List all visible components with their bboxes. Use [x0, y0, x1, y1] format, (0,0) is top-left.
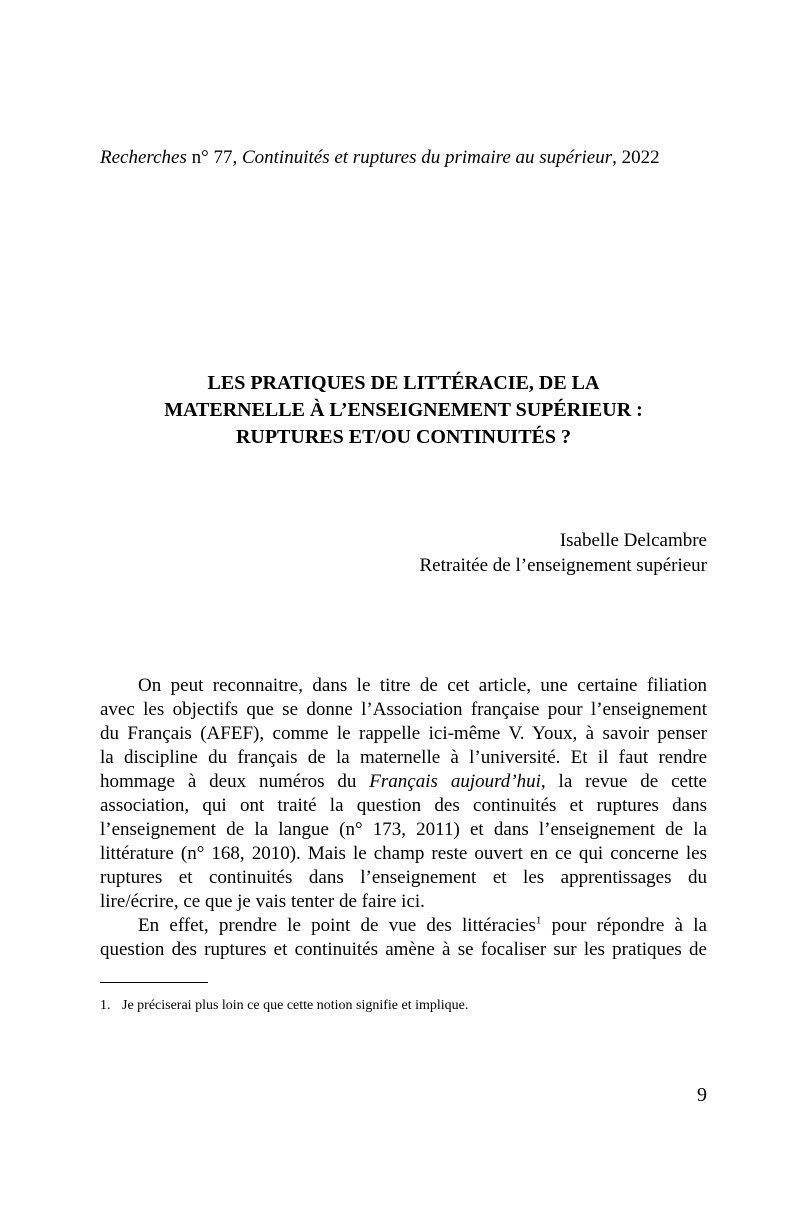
journal-name: Recherches: [100, 147, 187, 168]
footnote-ref[interactable]: 1: [535, 914, 542, 927]
body-line: la discipline du français de la maternelle à l’université. Et il faut rendre: [100, 747, 707, 768]
body-text: , la revue de cette: [540, 771, 707, 792]
footnote-divider: [100, 982, 208, 983]
title-line: LES PRATIQUES DE LITTÉRACIE, DE LA: [207, 372, 600, 394]
body-line: association, qui ont traité la question des continuités et ruptures dans: [100, 795, 707, 816]
author-name: Isabelle Delcambre: [559, 530, 707, 551]
issue-title: Continuités et ruptures du primaire au supérieur: [241, 147, 613, 168]
article-body: [100, 674, 707, 962]
title-line: RUPTURES ET/OU CONTINUITÉS ?: [235, 426, 572, 448]
title-line: MATERNELLE À L’ENSEIGNEMENT SUPÉRIEUR :: [164, 399, 643, 421]
body-line: question des ruptures et continuités amène à se focaliser sur les pratiques de: [100, 939, 707, 960]
author-affiliation: Retraitée de l’enseignement supérieur: [419, 555, 707, 576]
body-text: pour répondre à la: [541, 915, 707, 936]
body-line: l’enseignement de la langue (n° 173, 2011) et dans l’enseignement de la: [100, 819, 707, 840]
journal-year: , 2022: [612, 147, 660, 168]
body-text: En effet, prendre le point de vue des littéracies: [138, 915, 536, 936]
body-line: [100, 914, 707, 938]
body-text: hommage à deux numéros du: [100, 771, 370, 792]
body-line: du Français (AFEF), comme le rappelle ici-même V. Youx, à savoir penser: [100, 723, 707, 744]
body-line: lire/écrire, ce que je vais tenter de faire ici.: [100, 891, 425, 912]
body-line: littérature (n° 168, 2010). Mais le champ reste ouvert en ce qui concerne les: [100, 843, 707, 864]
footnote-text: Je préciserai plus loin ce que cette notion signifie et implique.: [122, 998, 469, 1013]
body-line: [100, 770, 707, 794]
body-line: ruptures et continuités dans l’enseignement et les apprentissages du: [100, 867, 707, 888]
footnote-number: 1.: [100, 998, 111, 1013]
running-head: [100, 146, 707, 170]
body-line: avec les objectifs que se donne l’Association française pour l’enseignement: [100, 699, 707, 720]
body-line: On peut reconnaitre, dans le titre de cet article, une certaine filiation: [138, 675, 707, 696]
journal-title-italic: Français aujourd’hui: [369, 771, 541, 792]
article-title: [100, 370, 707, 451]
journal-number: n° 77,: [186, 147, 242, 168]
footnote: [100, 997, 707, 1015]
byline: [419, 528, 707, 578]
page-number: 9: [697, 1084, 707, 1106]
